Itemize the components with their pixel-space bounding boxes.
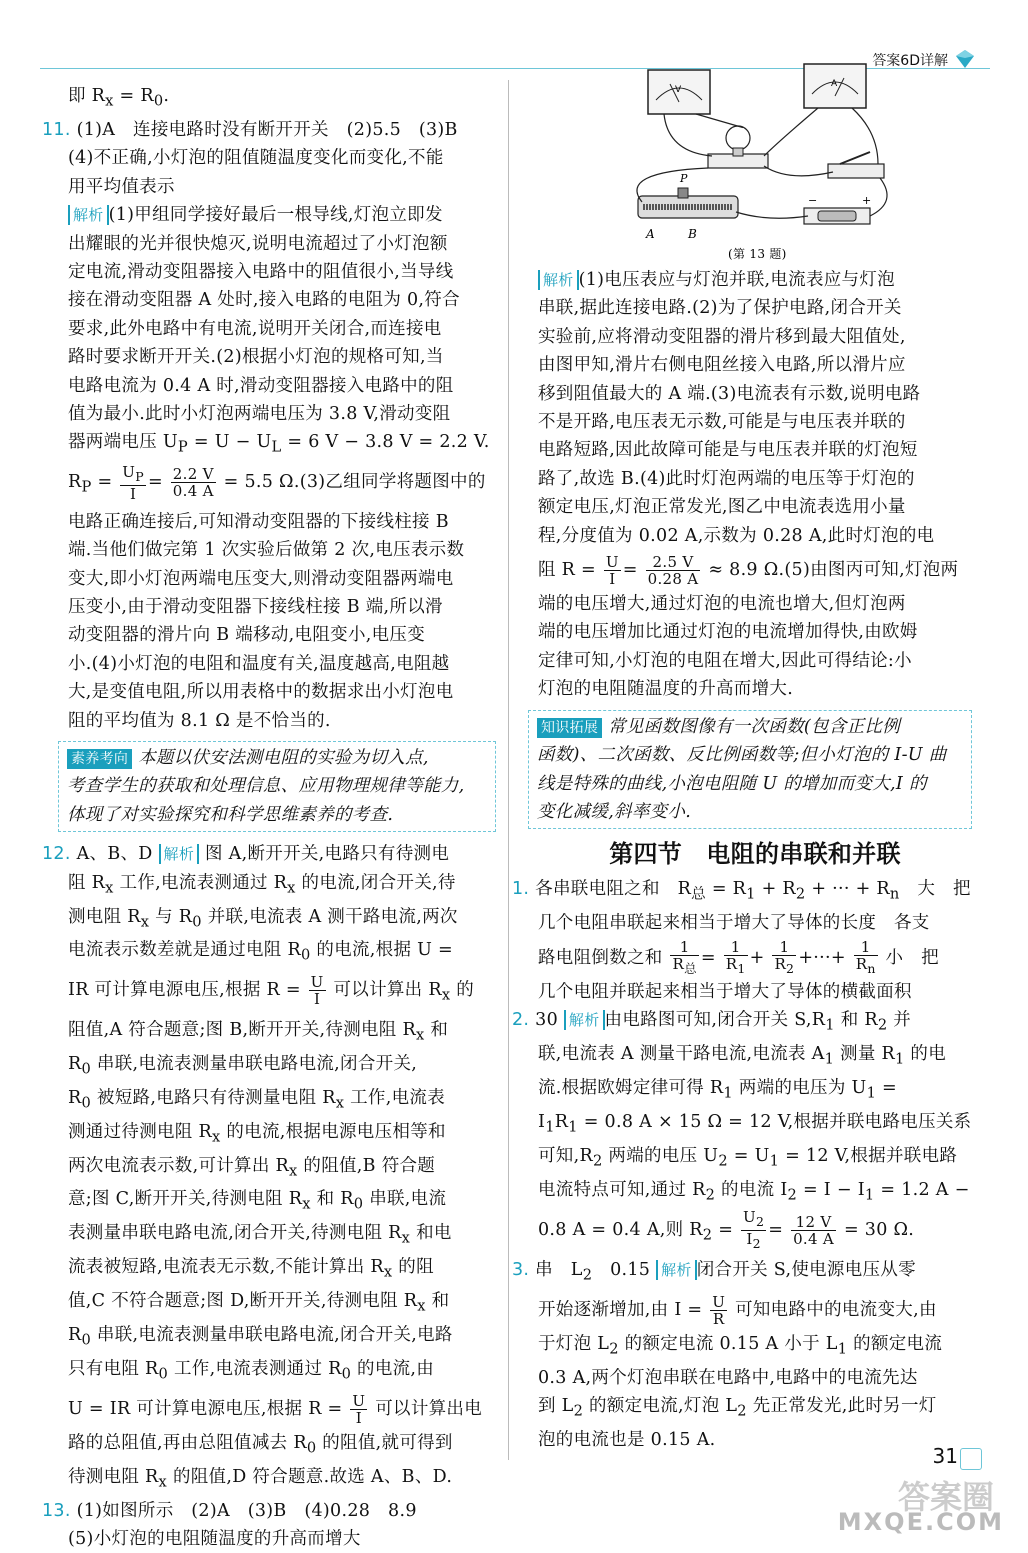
text-line: 电路短路,因此故障可能是与电压表并联的灯泡短 <box>538 440 918 461</box>
formula-line: 0.8 A = 0.4 A,则 $R_2$ = $\frac{U_2}{I_2}$ = $\frac{12 V}{0.4 A}$ = 30 Ω. <box>538 1208 915 1252</box>
text-line: 灯泡的电阻随温度的升高而增大. <box>538 679 794 700</box>
text-line: 电路电流为 0.4 A 时,滑动变阻器接入电路中的阻 <box>68 375 454 396</box>
text-line: 即 $R_x = R_0$. <box>68 86 170 110</box>
formula-line: $R_P$ = $\frac{U_P}{I}$ = $\frac{2.2 V}{0.4 A}$ = 5.5 Ω.(3)乙组同学将题图中的 <box>68 462 486 503</box>
q11-answer: 11. (1)A 连接电路时没有断开开关 (2)5.5 (3)B <box>42 119 458 140</box>
text-line: 变大,即小灯泡两端电压变大,则滑动变阻器两端电 <box>68 568 454 589</box>
slider-label-p: P <box>680 172 688 185</box>
text-line: 定律可知,小灯泡的电阻在增大,因此可得结论:小 <box>538 650 912 671</box>
q12-answer: 12. A、B、D 解析 图 A,断开开关,电路只有待测电 <box>42 844 450 865</box>
text-line: 出耀眼的光并很快熄灭,说明电流超过了小灯泡额 <box>68 233 448 254</box>
left-column <box>42 82 496 1553</box>
svg-text:−: − <box>808 194 818 207</box>
text-line: 意;图 C,断开开关,待测电阻 $R_x$ 和 $R_0$ 串联,电流 <box>68 1189 447 1213</box>
text-line: 路的总阻值,再由总阻值减去 $R_0$ 的阻值,就可得到 <box>68 1432 453 1457</box>
circuit-figure <box>608 62 908 262</box>
text-line: 器两端电压 $U_P = U - U_L = 6$ V − 3.8 V = 2.2 V. <box>68 432 490 456</box>
header-brand: 答案6D详解 <box>872 53 948 69</box>
text-line: 移到阻值最大的 A 端.(3)电流表有示数,说明电路 <box>538 383 921 404</box>
formula-line: 开始逐渐增加,由 I = $\frac{U}{R}$ 可知电路中的电流变大,由 <box>538 1292 937 1328</box>
text-line: 要求,此外电路中有电流,说明开关闭合,而连接电 <box>68 318 442 339</box>
text-line: 动变阻器的滑片向 B 端移动,电阻变小,电压变 <box>68 625 426 646</box>
terminal-label-a: A <box>646 227 655 241</box>
s3-answer: 3. 串 $L_2$ 0.15 解析 闭合开关 S,使电源电压从零 <box>512 1259 916 1284</box>
text-line: 电流特点可知,通过 $R_2$ 的电流 $I_2 = I - I_1 = 1.2$ A − <box>538 1179 970 1204</box>
section-title: 第四节 电阻的串联和并联 <box>609 840 901 869</box>
text-line: 待测电阻 $R_x$ 的阻值,D 符合题意.故选 A、B、D. <box>68 1466 453 1491</box>
formula-line: U = IR 可计算电源电压,根据 R = $\frac{U}{I}$ 可以计算出电 <box>68 1391 483 1427</box>
text-line: 值为最小.此时小灯泡两端电压为 3.8 V,滑动变阻 <box>68 403 451 424</box>
formula-line: IR 可计算电源电压,根据 R = $\frac{U}{I}$ 可以计算出 $R_x$ 的 <box>68 973 475 1009</box>
text-line: 用平均值表示 <box>68 176 175 197</box>
s1-answer: 1. 各串联电阻之和 $R_总 = R_1 + R_2$ + ··· + $R_n$ 大 把 <box>512 879 971 903</box>
text-line: 测通过待测电阻 $R_x$ 的电流,根据电源电压相等和 <box>68 1121 446 1146</box>
text-line: 于灯泡 $L_2$ 的额定电流 0.15 A 小于 $L_1$ 的额定电流 <box>538 1333 943 1358</box>
knowledge-box: 知识拓展 常见函数图像有一次函数(包含正比例 函数)、二次函数、反比例函数等;但小灯泡的 I-U 曲 线是特殊的曲线,小泡电阻随 U 的增加而变大,I 的 变化减缓,斜率变小. <box>528 710 972 830</box>
text-line: 0.3 A,两个灯泡串联在电路中,电路中的电流先达 <box>538 1367 918 1388</box>
text-line: 大,是变值电阻,所以用表格中的数据求出小灯泡电 <box>68 682 454 703</box>
text-line: (5)小灯泡的电阻随温度的升高而增大 <box>68 1529 361 1550</box>
text-line: 联,电流表 A 测量干路电流,电流表 $A_1$ 测量 $R_1$ 的电 <box>538 1043 947 1068</box>
voltmeter-label: V <box>675 85 682 95</box>
literacy-box: 素养考向 本题以伏安法测电阻的实验为切入点, 考查学生的获取和处理信息、应用物理规律等能力, 体现了对实验探究和科学思维素养的考查. <box>58 741 496 832</box>
terminal-label-b: B <box>688 227 698 241</box>
watermark-text: MXQE.COM <box>837 1508 1004 1536</box>
text-line: 阻的平均值为 8.1 Ω 是不恰当的. <box>68 710 331 731</box>
text-line: 阻值,A 符合题意;图 B,断开开关,待测电阻 $R_x$ 和 <box>68 1019 449 1044</box>
text-line: (4)不正确,小灯泡的阻值随温度变化而变化,不能 <box>68 148 444 169</box>
text-line: 泡的电流也是 0.15 A. <box>538 1430 716 1451</box>
text-line: 定电流,滑动变阻器接入电路中的阻值很小,当导线 <box>68 261 454 282</box>
text-line: 小.(4)小灯泡的电阻和温度有关,温度越高,电阻越 <box>68 653 450 674</box>
text-line: 两次电流表示数,可计算出 $R_x$ 的阻值,B 符合题 <box>68 1155 436 1179</box>
gem-icon <box>954 48 976 70</box>
text-line: 表测量串联电路电流,闭合开关,待测电阻 $R_x$ 和电 <box>68 1223 452 1247</box>
text-line: 流.根据欧姆定律可得 $R_1$ 两端的电压为 $U_1$ = <box>538 1077 897 1102</box>
column-divider <box>508 80 509 1460</box>
bulb-icon <box>726 126 750 150</box>
text-line: 压变小,由于滑动变阻器下接线柱接 B 端,所以滑 <box>68 597 443 617</box>
text-line: $R_0$ 被短路,电路只有待测量电阻 $R_x$ 工作,电流表 <box>68 1087 445 1112</box>
text-line: 接在滑动变阻器 A 处时,接入电路的电阻为 0,符合 <box>68 290 460 311</box>
q13-answer: 13. (1)如图所示 (2)A (3)B (4)0.28 8.9 <box>42 1500 417 1521</box>
q13-explanation: 解析 (1)电压表应与灯泡并联,电流表应与灯泡 <box>538 266 972 294</box>
text-line: 可知$,R_2$ 两端的电压 $U_2 = U_1 = 12$ V,根据并联电路 <box>538 1145 958 1170</box>
text-line: 路时要求断开开关.(2)根据小灯泡的规格可知,当 <box>68 347 444 368</box>
svg-text:+: + <box>862 194 872 207</box>
text-line: 电流表示数差就是通过电阻 $R_0$ 的电流,根据 U = <box>68 940 453 964</box>
text-line: 到 $L_2$ 的额定电流,灯泡 $L_2$ 先正常发光,此时另一灯 <box>538 1396 937 1420</box>
text-line: 端的电压增加比通过灯泡的电流增加得快,由欧姆 <box>538 622 918 643</box>
text-line: 流表被短路,电流表无示数,不能计算出 $R_x$ 的阻 <box>68 1257 434 1281</box>
text-line: 额定电压,灯泡正常发光,图乙中电流表选用小量 <box>538 497 906 518</box>
formula-line: 阻 R = $\frac{U}{I}$ = $\frac{2.5 V}{0.28 A}$ ≈ 8.9 Ω.(5)由图丙可知,灯泡两 <box>538 553 959 589</box>
page-marker-icon <box>960 1448 982 1470</box>
text-line: 串联,据此连接电路.(2)为了保护电路,闭合开关 <box>538 298 902 319</box>
text-line: 只有电阻 $R_0$ 工作,电流表测通过 $R_0$ 的电流,由 <box>68 1358 435 1383</box>
circuit-diagram <box>608 62 908 262</box>
ammeter-label: A <box>831 79 838 89</box>
text-line: 端.当他们做完第 1 次实验后做第 2 次,电压表示数 <box>68 540 465 561</box>
text-line: 阻 $R_x$ 工作,电流表测通过 $R_x$ 的电流,闭合开关,待 <box>68 872 456 897</box>
text-line: 端的电压增大,通过灯泡的电流也增大,但灯泡两 <box>538 594 906 615</box>
text-line: 电路正确连接后,可知滑动变阻器的下接线柱接 B <box>68 511 449 532</box>
s2-answer: 2. 30 解析 由电路图可知,闭合开关 $S,R_1$ 和 $R_2$ 并 <box>512 1010 912 1034</box>
tag-jiexi: 解析 <box>68 205 109 225</box>
text-line: 实验前,应将滑动变阻器的滑片移到最大阻值处, <box>538 326 906 347</box>
text-line: $R_0$ 串联,电流表测量串联电路电流,闭合开关, <box>68 1053 418 1078</box>
text-line: 测电阻 $R_x$ 与 $R_0$ 并联,电流表 A 测干路电流,两次 <box>68 906 458 931</box>
box-tag: 素养考向 <box>67 749 132 769</box>
q11-explanation: 解析 (1)甲组同学接好最后一根导线,灯泡立即发 <box>68 201 496 229</box>
text-line: 几个电阻串联起来相当于增大了导体的长度 各支 <box>538 913 930 934</box>
box-tag: 知识拓展 <box>537 718 602 738</box>
watermark-logo: 答案圈 <box>897 1478 994 1516</box>
text-line: $R_0$ 串联,电流表测量串联电路电流,闭合开关,电路 <box>68 1325 453 1349</box>
text-line: 不是开路,电压表无示数,可能是与电压表并联的 <box>538 412 906 433</box>
figure-caption: (第 13 题) <box>728 247 787 261</box>
text-line: $I_1R_1 = 0.8$ A × 15 Ω = 12 V,根据并联电路电压关系 <box>538 1111 972 1136</box>
page-number: 31 <box>932 1444 958 1468</box>
switch-icon <box>828 164 884 178</box>
text-line: 由图甲知,滑片右侧电阻丝接入电路,所以滑片应 <box>538 355 906 376</box>
right-column <box>512 79 972 1455</box>
text-line: 路了,故选 B.(4)此时灯泡两端的电压等于灯泡的 <box>538 468 915 489</box>
formula-line: 路电阻倒数之和 $\frac{1}{R_总}$ = $\frac{1}{R_1}$ + $\frac{1}{R_2}$ +···+ $\frac{1}{R_n}$ 小 把 <box>538 938 939 977</box>
text-line: 值,C 不符合题意;图 D,断开开关,待测电阻 $R_x$ 和 <box>68 1291 450 1315</box>
text-line: 几个电阻并联起来相当于增大了导体的横截面积 <box>538 981 912 1002</box>
text-line: 程,分度值为 0.02 A,示数为 0.28 A,此时灯泡的电 <box>538 525 935 546</box>
